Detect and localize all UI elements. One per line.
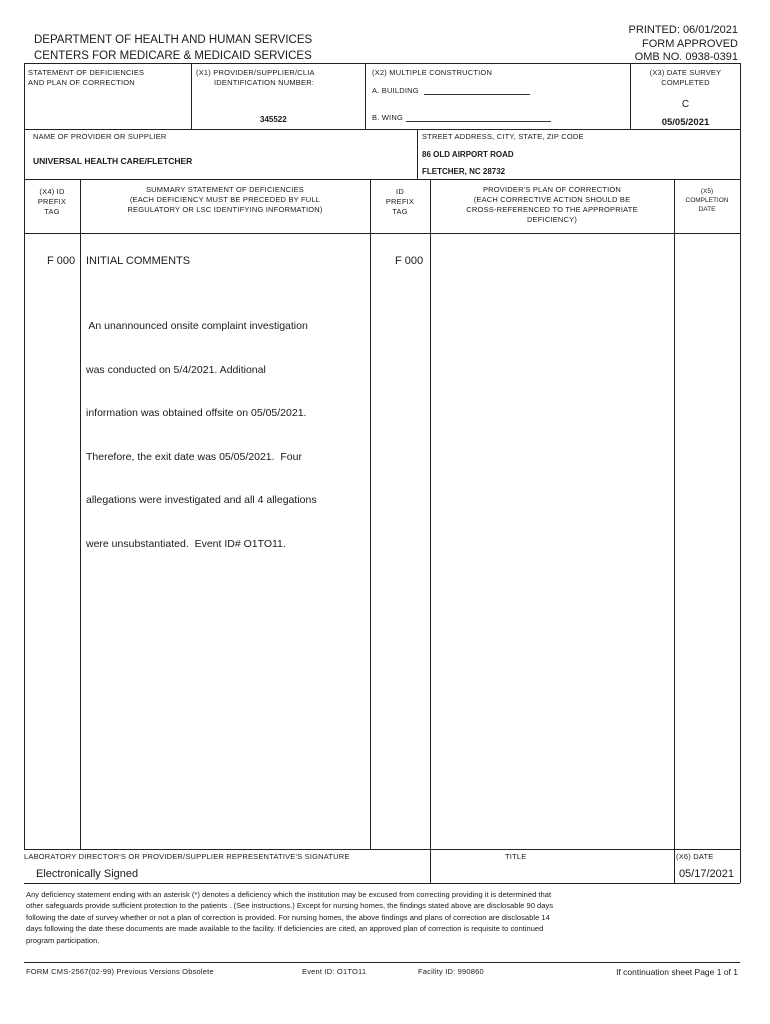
disclaimer-line: other safeguards provide sufficient protection to the patients . (See instructions.) Except for nursing homes, the findings stated above are disclosable 90 days	[26, 901, 554, 911]
column-header-bottom-border	[24, 233, 740, 234]
form-left-border	[24, 63, 25, 849]
signature-bottom-border	[24, 883, 740, 884]
building-blank-line	[424, 94, 530, 95]
form-right-border	[740, 63, 741, 883]
deficiency-tag-left: F 000	[47, 255, 76, 267]
survey-code: C	[681, 99, 690, 110]
agency-title: CENTERS FOR MEDICARE & MEDICAID SERVICES	[34, 50, 312, 62]
provider-row-divider	[417, 129, 418, 179]
street-address: 86 OLD AIRPORT ROAD	[422, 150, 514, 159]
column-header-top-border	[24, 179, 740, 180]
body-bottom-border	[24, 849, 740, 850]
facility-id: Facility ID: 990860	[418, 967, 484, 976]
footer-top-border	[24, 962, 740, 963]
signature-divider	[430, 849, 431, 883]
provider-name-label: NAME OF PROVIDER OR SUPPLIER	[33, 132, 167, 141]
completion-date-header: (X5) COMPLETION DATE	[685, 188, 729, 213]
column-divider	[370, 179, 371, 849]
signature-date: 05/17/2021	[678, 868, 734, 880]
omb-number: OMB NO. 0938-0391	[634, 51, 738, 63]
title-label: TITLE	[505, 852, 527, 861]
initial-comments-heading: INITIAL COMMENTS	[86, 255, 191, 267]
street-address-label: STREET ADDRESS, CITY, STATE, ZIP CODE	[422, 132, 584, 141]
signature-date-label: (X6) DATE	[676, 852, 714, 861]
id-row-divider	[191, 63, 192, 129]
building-label: A. BUILDING	[372, 86, 419, 95]
page-indicator: If continuation sheet Page 1 of 1	[616, 967, 738, 977]
comment-line: was conducted on 5/4/2021. Additional	[86, 363, 266, 376]
signature-label: LABORATORY DIRECTOR'S OR PROVIDER/SUPPLIER REPRESENTATIVE'S SIGNATURE	[24, 852, 350, 861]
column-divider	[430, 179, 431, 849]
event-id: Event ID: O1TO11	[302, 967, 367, 976]
disclaimer-line: days following the date these documents are made available to the facility. If deficiencies are cited, an approved plan of correction is requisite to continued	[26, 924, 544, 934]
department-title: DEPARTMENT OF HEALTH AND HUMAN SERVICES	[34, 34, 313, 46]
electronic-signature: Electronically Signed	[36, 868, 139, 880]
id-prefix-header: ID PREFIX TAG	[385, 187, 415, 216]
x1-label: (X1) PROVIDER/SUPPLIER/CLIA IDENTIFICATION NUMBER:	[196, 68, 315, 87]
comment-line: were unsubstantiated. Event ID# O1TO11.	[86, 537, 286, 550]
comment-line: Therefore, the exit date was 05/05/2021. Four	[86, 450, 302, 463]
deficiency-tag-right: F 000	[395, 255, 424, 267]
summary-header: SUMMARY STATEMENT OF DEFICIENCIES (EACH DEFICIENCY MUST BE PRECEDED BY FULL REGULATORY OR LSC IDENTIFYING INFORMATION)	[127, 185, 323, 214]
provider-name: UNIVERSAL HEALTH CARE/FLETCHER	[33, 156, 193, 166]
multiple-construction-label: (X2) MULTIPLE CONSTRUCTION	[372, 68, 493, 77]
disclaimer-line: program participation.	[26, 935, 100, 945]
printed-date: PRINTED: 06/01/2021	[628, 24, 738, 36]
plan-of-correction-header: PROVIDER'S PLAN OF CORRECTION (EACH CORRECTIVE ACTION SHOULD BE CROSS-REFERENCED TO THE APPROPRIATE DEFICIENCY)	[466, 185, 638, 224]
comment-line: information was obtained offsite on 05/05/2021.	[86, 407, 307, 419]
column-divider	[80, 179, 81, 849]
statement-label: STATEMENT OF DEFICIENCIES AND PLAN OF CORRECTION	[28, 68, 145, 87]
comment-line: An unannounced onsite complaint investigation	[86, 320, 308, 332]
disclaimer-text	[26, 889, 738, 946]
city-state-zip: FLETCHER, NC 28732	[422, 167, 506, 176]
column-divider	[674, 179, 675, 849]
date-survey-label: (X3) DATE SURVEY COMPLETED	[649, 68, 722, 87]
form-approved-label: FORM APPROVED	[642, 38, 738, 50]
x4-prefix-header: (X4) ID PREFIX TAG	[37, 187, 67, 216]
disclaimer-line: following the date of survey whether or not a plan of correction is provided. For nursing homes, the above findings and plans of correction are disclosable 14	[26, 912, 550, 922]
comments-text	[86, 290, 368, 566]
provider-row-top-border	[24, 129, 740, 130]
wing-label: B. WING	[372, 113, 403, 122]
disclaimer-line: Any deficiency statement ending with an asterisk (*) denotes a deficiency which the institution may be excused from correcting providing it is determined that	[26, 890, 552, 899]
provider-id-number: 345522	[260, 115, 287, 124]
survey-completed-date: 05/05/2021	[661, 117, 710, 128]
id-row-divider	[365, 63, 366, 129]
form-number: FORM CMS-2567(02-99) Previous Versions Obsolete	[26, 967, 214, 976]
wing-blank-line	[406, 121, 551, 122]
comment-line: allegations were investigated and all 4 allegations	[86, 494, 317, 506]
form-top-border	[24, 63, 740, 64]
signature-divider	[674, 849, 675, 883]
